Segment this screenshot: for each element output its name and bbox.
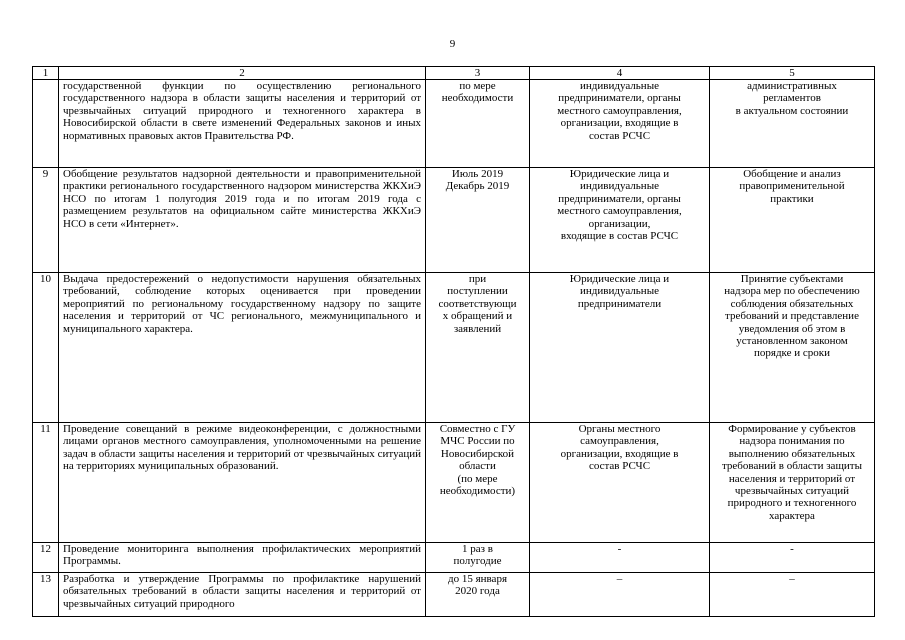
subjects-cell — [530, 80, 710, 168]
cell-line: необходимости — [441, 92, 514, 105]
cell-line: области — [459, 460, 496, 473]
activity-description: Проведение совещаний в режиме видеоконференции, с должностными лицами органов местного самоуправления, уполномоченными на решение задач в области защиты населения и территорий от чрезвычайных ситуаций на территориях муниципальных образований. — [59, 423, 426, 543]
table-row — [33, 80, 875, 168]
cell-line: индивидуальные — [580, 80, 659, 92]
cell-line: выполнению обязательных — [728, 447, 856, 460]
cell-line: Юридические лица и — [569, 168, 670, 180]
table-row — [33, 543, 875, 573]
cell-line: предприниматели, органы — [558, 92, 681, 105]
cell-line: предприниматели — [577, 297, 662, 310]
result-cell — [710, 273, 875, 423]
deadline-cell — [426, 423, 530, 543]
cell-line: полугодие — [453, 555, 502, 568]
result-cell — [710, 573, 875, 617]
deadline-cell — [426, 573, 530, 617]
header-row — [33, 67, 875, 80]
table-row — [33, 168, 875, 273]
row-number — [33, 80, 59, 168]
cell-line: х обращений и — [442, 310, 513, 323]
table-row — [33, 423, 875, 543]
cell-line: входящие в состав РСЧС — [560, 230, 679, 243]
cell-line: организации, входящие в — [560, 447, 679, 460]
header-cell-1: 1 — [33, 67, 59, 80]
cell-line: Июль 2019 — [451, 168, 504, 180]
cell-line: Принятие субъектами — [740, 273, 844, 285]
deadline-cell — [426, 273, 530, 423]
cell-line: местного самоуправления, — [557, 205, 682, 218]
cell-line: Совместно с ГУ — [439, 423, 516, 435]
cell-line: 1 раз в — [462, 543, 493, 555]
cell-line: соответствующи — [438, 297, 517, 310]
row-number: 11 — [33, 423, 59, 543]
cell-line: самоуправления, — [580, 435, 659, 448]
cell-line: состав РСЧС — [588, 129, 651, 142]
activities-table — [32, 66, 875, 617]
subjects-cell — [530, 543, 710, 573]
cell-line: МЧС России по — [440, 435, 515, 448]
cell-line: Юридические лица и — [569, 273, 670, 285]
deadline-cell — [426, 543, 530, 573]
cell-line: местного самоуправления, — [557, 104, 682, 117]
row-number: 13 — [33, 573, 59, 617]
cell-line: при — [468, 273, 487, 285]
cell-line: населения и территорий от — [728, 472, 856, 485]
cell-line: Новосибирской — [440, 447, 515, 460]
cell-line: установленном законом — [736, 335, 848, 348]
table-row — [33, 273, 875, 423]
header-cell-3: 3 — [426, 67, 530, 80]
cell-line: в актуальном состоянии — [735, 104, 849, 117]
deadline-cell — [426, 168, 530, 273]
cell-line: Обобщение и анализ — [743, 168, 841, 180]
cell-line: организации, — [588, 217, 651, 230]
activity-description: Разработка и утверждение Программы по профилактике нарушений обязательных требований в области защиты населения и территорий от чрезвычайных ситуаций природного — [59, 573, 426, 617]
cell-line: надзора мер по обеспечению — [724, 285, 860, 298]
subjects-cell — [530, 573, 710, 617]
activity-description: Выдача предостережений о недопустимости нарушения обязательных требований, соблюдение которых оценивается при проведении мероприятий по региональному государственному надзору по защите населения и территорий от ЧС регионального, межмуниципального и муниципального характера. — [59, 273, 426, 423]
cell-line: уведомления об этом в — [738, 322, 846, 335]
result-cell — [710, 423, 875, 543]
cell-line: природного и техногенного — [727, 497, 857, 510]
activity-description: Обобщение результатов надзорной деятельности и правоприменительной практики регионального государственного надзором министерства ЖКХиЭ НСО по итогам 1 полугодия 2019 года и по итогам 2019 года с размещением результатов на официальном сайте министерства ЖКХиЭ НСО в сети «Интернет». — [59, 168, 426, 273]
cell-line: предприниматели, органы — [558, 192, 681, 205]
cell-line: административных — [747, 80, 837, 92]
cell-line: (по мере — [457, 472, 498, 485]
cell-line: - — [790, 543, 794, 555]
cell-line: соблюдения обязательных — [730, 297, 854, 310]
cell-line: заявлений — [453, 322, 502, 335]
header-cell-2: 2 — [59, 67, 426, 80]
deadline-cell — [426, 80, 530, 168]
cell-line: Органы местного — [578, 423, 661, 435]
cell-line: порядке и сроки — [754, 347, 830, 360]
cell-line: 2020 года — [455, 585, 500, 598]
table-row — [33, 573, 875, 617]
cell-line: правоприменительной — [739, 180, 845, 193]
cell-line: Формирование у субъектов — [728, 423, 856, 435]
cell-line: до 15 января — [447, 573, 508, 585]
page-number: 9 — [449, 38, 456, 50]
cell-line: практики — [770, 192, 814, 205]
header-cell-4: 4 — [530, 67, 710, 80]
result-cell — [710, 168, 875, 273]
cell-line: регламентов — [763, 92, 821, 105]
cell-line: – — [616, 573, 623, 585]
activity-description: Проведение мониторинга выполнения профилактических мероприятий Программы. — [59, 543, 426, 573]
result-cell — [710, 80, 875, 168]
cell-line: надзора понимания по — [739, 435, 845, 448]
cell-line: по мере — [459, 80, 496, 92]
result-cell — [710, 543, 875, 573]
cell-line: необходимости) — [439, 485, 516, 498]
cell-line: состав РСЧС — [588, 460, 651, 473]
cell-line: требований и представление — [725, 310, 859, 323]
subjects-cell — [530, 168, 710, 273]
activity-description: государственной функции по осуществлению регионального государственного надзора в области защиты населения и территорий от чрезвычайных ситуаций природного и техногенного характера в Новосибирской области в свете изменений Федеральных законов и иных нормативных правовых актов Правительства РФ. — [59, 80, 426, 168]
cell-line: чрезвычайных ситуаций — [734, 485, 850, 498]
cell-line: индивидуальные — [580, 285, 659, 298]
header-cell-5: 5 — [710, 67, 875, 80]
cell-line: организации, входящие в — [560, 117, 679, 130]
subjects-cell — [530, 273, 710, 423]
row-number: 9 — [33, 168, 59, 273]
cell-line: – — [789, 573, 795, 585]
row-number: 12 — [33, 543, 59, 573]
subjects-cell — [530, 423, 710, 543]
cell-line: характера — [769, 509, 815, 522]
cell-line: Декабрь 2019 — [445, 180, 510, 193]
cell-line: - — [617, 543, 622, 555]
row-number: 10 — [33, 273, 59, 423]
cell-line: индивидуальные — [580, 180, 659, 193]
cell-line: требований в области защиты — [721, 460, 862, 473]
cell-line: поступлении — [447, 285, 508, 298]
